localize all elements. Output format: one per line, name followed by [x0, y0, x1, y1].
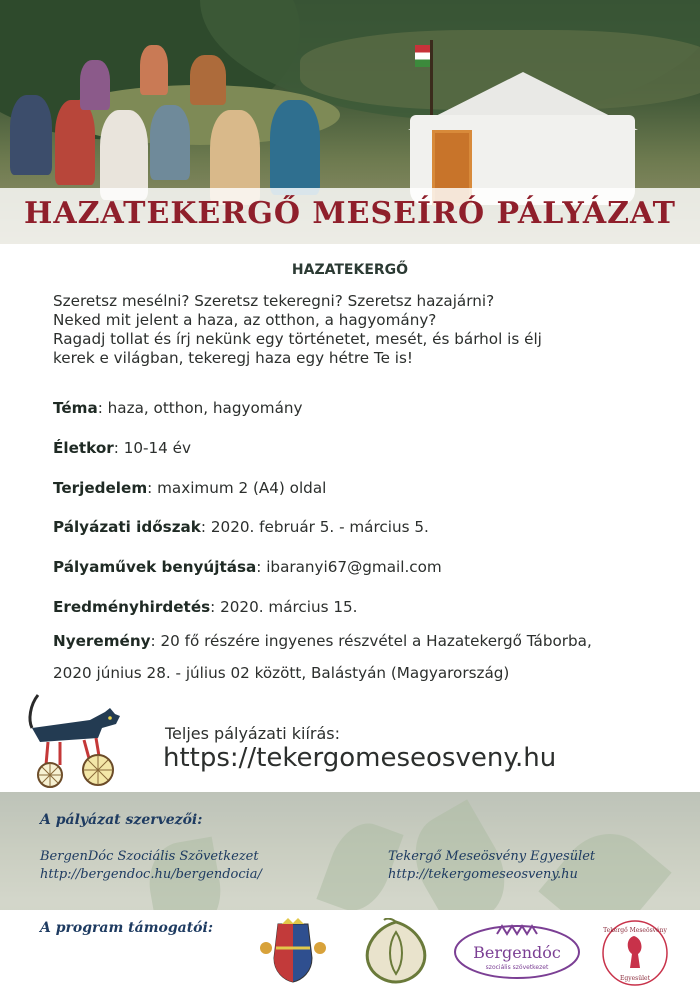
person-figure	[140, 45, 168, 95]
intro-line: kerek e világban, tekeregj haza egy hétre Te is!	[53, 349, 414, 367]
field-value: : 2020. március 15.	[210, 598, 358, 616]
tekergo-meseosveny-logo[interactable]	[600, 918, 670, 988]
logo-bottom-text: Egyesület	[620, 975, 650, 982]
supporters-heading: A program támogatói:	[40, 920, 214, 936]
field-value: : 10-14 év	[113, 439, 192, 457]
organizer-name: BergenDóc Szociális Szövetkezet	[40, 849, 259, 864]
field-label: Életkor	[53, 439, 114, 457]
field-label: Pályaművek benyújtása	[53, 558, 257, 576]
intro-text	[53, 292, 673, 368]
full-call-link[interactable]: https://tekergomeseosveny.hu	[163, 743, 557, 773]
person-figure	[80, 60, 110, 110]
organizer-2-link[interactable]: http://tekergomeseosveny.hu	[388, 867, 578, 882]
organizer-1	[40, 848, 262, 884]
person-figure	[270, 100, 320, 195]
person-figure	[100, 110, 148, 200]
logo-top-text: Tekergő Meseösvény	[603, 927, 667, 934]
full-call-label: Teljes pályázati kiírás:	[165, 724, 341, 743]
bergendoc-logo[interactable]	[452, 922, 582, 980]
field-value: : maximum 2 (A4) oldal	[147, 479, 327, 497]
field-value: : 2020. február 5. - március 5.	[200, 518, 429, 536]
coat-of-arms-logo[interactable]	[258, 918, 328, 984]
field-label: Téma	[53, 399, 98, 417]
cat-on-wheels-illustration	[20, 690, 130, 790]
bergendoc-logo-sub: szociális szövetkezet	[485, 964, 549, 971]
field-submission	[53, 558, 442, 576]
person-figure	[190, 55, 226, 105]
field-topic	[53, 399, 303, 417]
field-value: : 20 fő részére ingyenes részvétel a Hazatekergő Táborba,	[150, 632, 592, 650]
intro-line: Szeretsz mesélni? Szeretsz tekeregni? Szeretsz hazajárni?	[53, 292, 495, 310]
field-results	[53, 598, 358, 616]
organizer-name: Tekergő Meseösvény Egyesület	[388, 849, 596, 864]
field-value: : haza, otthon, hagyomány	[97, 399, 303, 417]
hungarian-flag-icon	[415, 45, 430, 67]
organizer-1-link[interactable]: http://bergendoc.hu/bergendocia/	[40, 867, 262, 882]
person-figure	[10, 95, 52, 175]
person-figure	[55, 100, 95, 185]
field-prize-line2: 2020 június 28. - július 02 között, Balástyán (Magyarország)	[53, 664, 510, 682]
field-label: Pályázati időszak	[53, 518, 201, 536]
organizers-heading: A pályázat szervezői:	[40, 812, 203, 828]
intro-line: Neked mit jelent a haza, az otthon, a hagyomány?	[53, 311, 437, 329]
field-length	[53, 479, 326, 497]
field-label: Terjedelem	[53, 479, 148, 497]
intro-line: Ragadj tollat és írj nekünk egy történetet, mesét, és bárhol is élj	[53, 330, 542, 348]
submission-email-link[interactable]: : ibaranyi67@gmail.com	[256, 558, 442, 576]
field-age	[53, 439, 191, 457]
field-label: Nyeremény	[53, 632, 151, 650]
page-title: HAZATEKERGŐ MESEÍRÓ PÁLYÁZAT	[23, 196, 677, 231]
section-subtitle: HAZATEKERGŐ	[291, 262, 409, 278]
field-period	[53, 518, 429, 536]
bergendoc-logo-text: Bergendóc	[473, 943, 561, 962]
person-figure	[150, 105, 190, 180]
field-prize	[53, 632, 592, 650]
seed-logo[interactable]	[358, 918, 434, 984]
organizer-2	[388, 848, 595, 884]
field-label: Eredményhirdetés	[53, 598, 211, 616]
